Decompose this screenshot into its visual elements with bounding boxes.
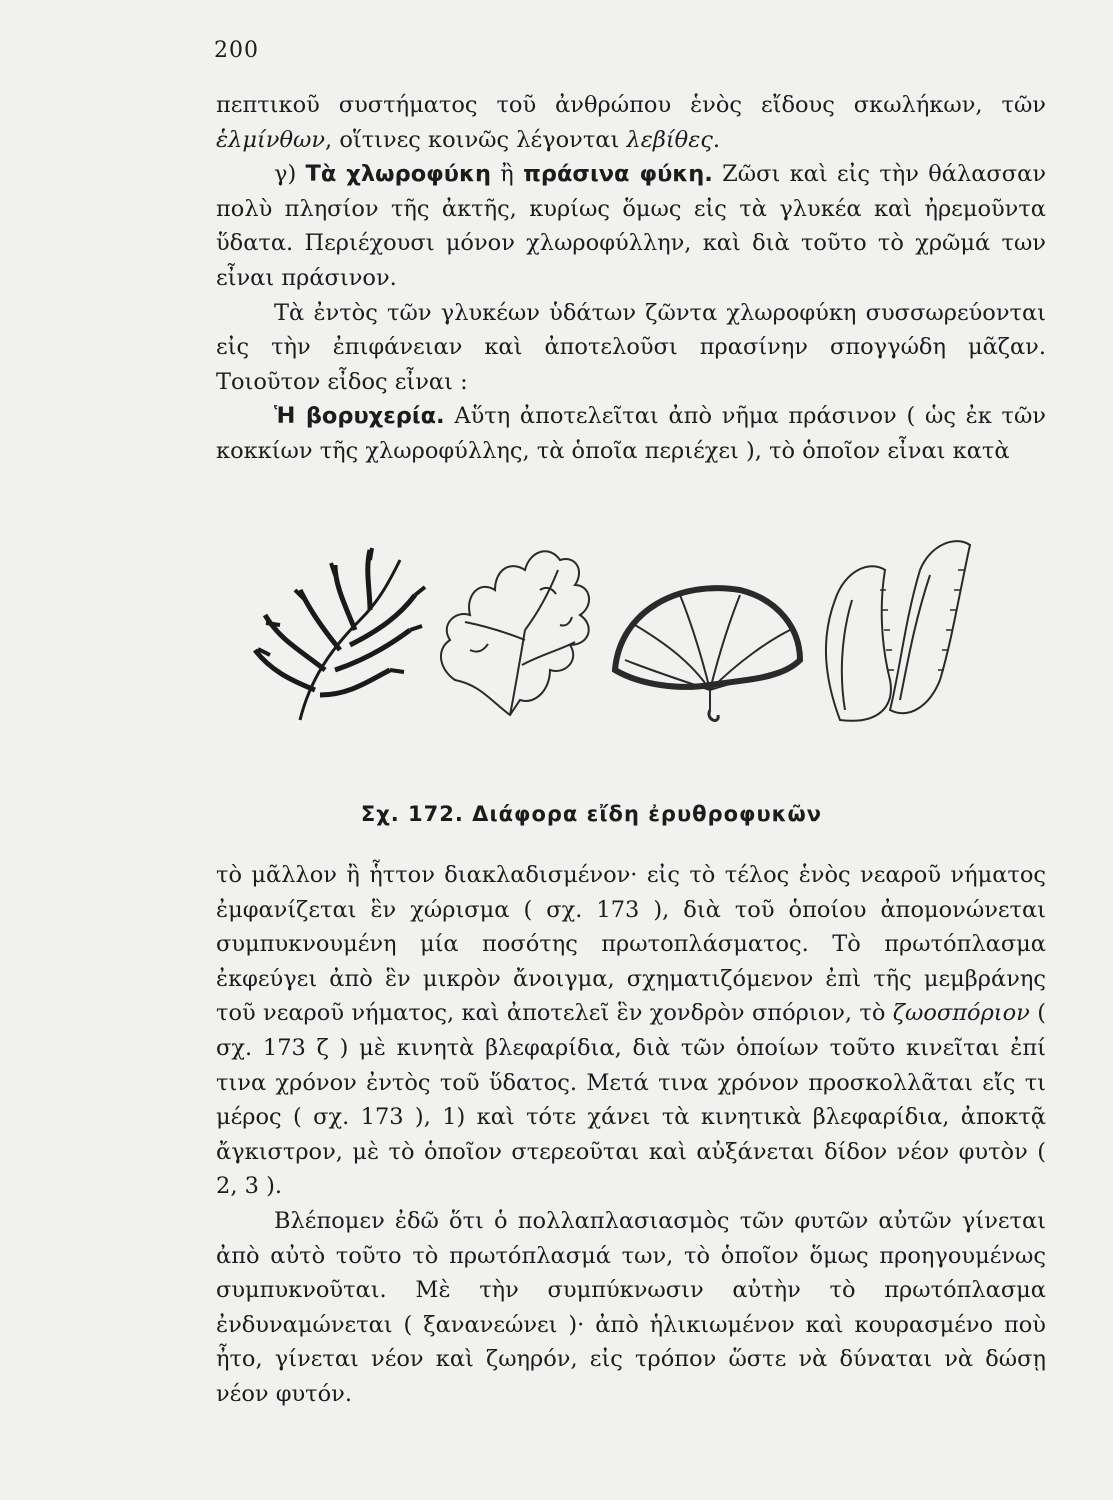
text-block-bottom — [216, 858, 1046, 1412]
page-number: 200 — [214, 38, 259, 63]
paragraph-1-mid: , οἵτινες κοινῶς λέγονται — [325, 126, 627, 153]
fern-like-alga-icon — [255, 548, 425, 720]
paragraph-3: Τὰ ἐντὸς τῶν γλυκέων ὑδάτων ζῶντα χλωροφύκη συσσωρεύονται εἰς τὴν ἐπιφάνειαν καὶ ἀποτελοῦσι πρασίνην σπογγώδη μᾶζαν. Τοιοῦτον εἶδος εἶναι : — [216, 299, 1046, 395]
heading-chlorophyceae: Τὰ χλωροφύκη — [305, 161, 491, 188]
figure-caption-text: Διάφορα εἴδη ἐρυθροφυκῶν — [463, 802, 823, 826]
fan-alga-icon — [615, 588, 800, 720]
paragraph-2-conj: ἢ — [490, 161, 524, 188]
term-helminths: ἑλμίνθων — [216, 126, 326, 153]
paragraph-4-text: Αὕτη ἀποτελεῖται ἀπὸ νῆμα πράσινον ( ὡς ἐκ τῶν κοκκίων τῆς χλωροφύλλης, τὰ ὁποῖα περιέχει ), τὸ ὁποῖον εἶναι κατὰ — [216, 403, 1046, 464]
lobed-alga-icon — [441, 551, 589, 715]
paragraph-6: Βλέπομεν ἐδῶ ὅτι ὁ πολλαπλασιασμὸς τῶν φυτῶν αὐτῶν γίνεται ἀπὸ αὐτὸ τοῦτο τὸ πρωτόπλασμά των, τὸ ὁποῖον ὅμως προηγουμένως συμπυκνοῦται. Μὲ τὴν συμπύκνωσιν αὐτὴν τὸ πρωτόπλασμα ἐνδυναμώνεται ( ξανανεώνει )· ἀπὸ ἡλικιωμένον καὶ κουρασμένο ποὺ ἦτο, γίνεται νέον καὶ ζωηρόν, εἰς τρόπον ὥστε νὰ δύναται νὰ δώσῃ νέον φυτόν. — [216, 1207, 1046, 1407]
paragraph-2 — [216, 157, 1046, 295]
paragraph-1 — [216, 88, 1046, 157]
term-levithes: λεβίθες — [626, 126, 713, 153]
list-marker: γ) — [274, 161, 306, 188]
ribbon-alga-icon — [826, 541, 970, 721]
paragraph-5-text: τὸ μᾶλλον ἢ ἧττον διακλαδισμένον· εἰς τὸ τέλος ἑνὸς νεαροῦ νήματος ἐμφανίζεται ἓν χώρισμα ( σχ. 173 ), διὰ τοῦ ὁποίου ἀπομονώνεται συμπυκνουμένη μία ποσότης πρωτοπλάσματος. Τὸ πρωτόπλασμα ἐκφεύγει ἀπὸ ἓν μικρὸν ἄνοιγμα, σχηματιζόμενον ἐπὶ τῆς μεμβράνης τοῦ νεαροῦ νήματος, καὶ ἀποτελεῖ ἓν χονδρὸν σπόριον, τὸ — [216, 862, 1046, 1027]
paragraph-1-text: πεπτικοῦ συστήματος τοῦ ἀνθρώπου ἑνὸς εἴδους σκωλήκων, τῶν — [216, 92, 1046, 118]
figure-number: Σχ. 172. — [360, 802, 464, 826]
heading-vaucheria: Ἡ βορυχερία. — [274, 403, 445, 430]
paragraph-1-end: . — [712, 126, 721, 153]
figure-172-illustration — [240, 530, 1020, 750]
text-block-top — [216, 88, 1046, 469]
paragraph-5 — [216, 858, 1046, 1204]
heading-green-algae: πράσινα φύκη. — [523, 161, 713, 188]
paragraph-2-text: Ζῶσι καὶ εἰς τὴν θάλασσαν πολὺ πλησίον τῆς ἀκτῆς, κυρίως ὅμως εἰς τὰ γλυκέα καὶ ἠρεμοῦντα ὕδατα. Περιέχουσι μόνον χλωροφύλλην, καὶ διὰ τοῦτο τὸ χρῶμά των εἶναι πράσινον. — [216, 161, 1046, 291]
paragraph-5-cont: ( σχ. 173 ζ ) μὲ κινητὰ βλεφαρίδια, διὰ τῶν ὁποίων τοῦτο κινεῖται ἐπί τινα χρόνον ἐντὸς τοῦ ὕδατος. Μετά τινα χρόνον προσκολλᾶται εἴς τι μέρος ( σχ. 173 ), 1) καὶ τότε χάνει τὰ κινητικὰ βλεφαρίδια, ἀποκτᾷ ἄγκιστρον, μὲ τὸ ὁποῖον στερεοῦται καὶ αὐξάνεται δίδον νέον φυτὸν ( 2, 3 ). — [216, 1000, 1046, 1200]
term-zoospore: ζωοσπόριον — [892, 1000, 1030, 1027]
figure-caption — [0, 802, 1113, 826]
paragraph-4 — [216, 399, 1046, 468]
